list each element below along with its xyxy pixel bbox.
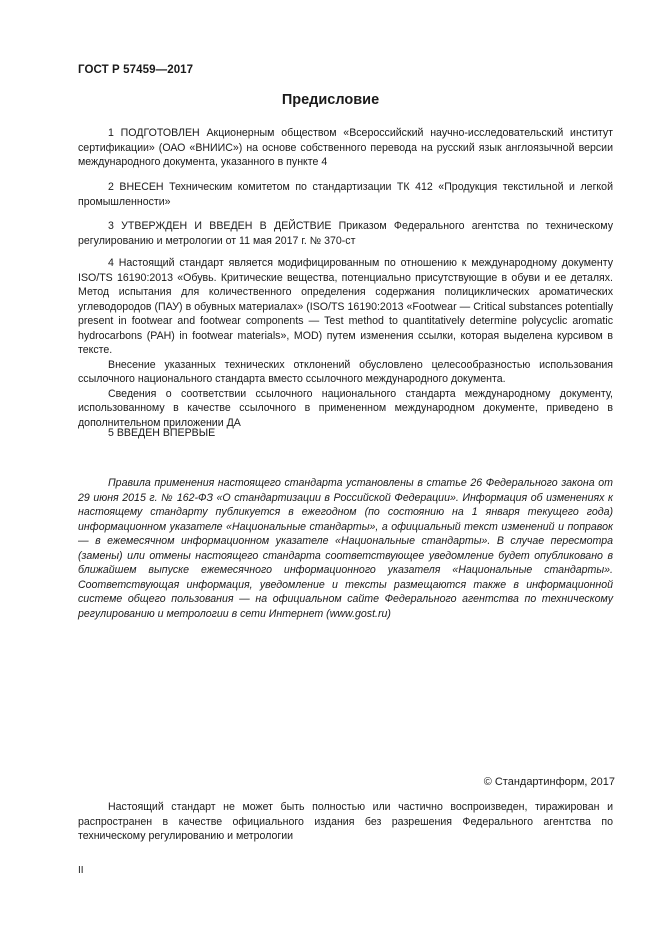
foreword-item-3 [78,219,613,248]
foreword-item-5-text: 5 ВВЕДЕН ВПЕРВЫЕ [108,427,216,439]
foreword-item-4-text: 4 Настоящий стандарт является модифицированным по отношению к международному документу ISO/TS 16190:2013 «Обувь. Критические вещества, потенциально присутствующие в обуви и ее деталях. Метод испытания для количественного определения содержания полициклических ароматических углеводородов (ПАУ) в обувных материалах» (ISO/TS 16190:2013 «Footwear — Critical substances potentially present in footwear and footwear components — Test method to quantitatively determine polycyclic aromatic hydrocarbons (PAH) in footwear materials», MOD) путем изменения ссылки, которая выделена курсивом в тексте. [78,257,613,356]
application-notice-text: Правила применения настоящего стандарта установлены в статье 26 Федерального закона от 29 июня 2015 г. № 162-ФЗ «О стандартизации в Российской Федерации». Информация об изменениях к настоящему стандарту публикуется в ежегодном (по состоянию на 1 января текущего года) информационном указателе «Национальные стандарты», а официальный текст изменений и поправок — в ежемесячном информационном указателе «Национальные стандарты». В случае пересмотра (замены) или отмены настоящего стандарта соответствующее уведомление будет опубликовано в ближайшем выпуске ежемесячного информационного указателя «Национальные стандарты». Соответствующая информация, уведомление и тексты размещаются также в информационной системе общего пользования — на официальном сайте Федерального агентства по техническому регулированию и метрологии в сети Интернет (www.gost.ru) [78,477,613,620]
page-number: II [78,865,84,876]
foreword-item-2 [78,180,613,209]
reproduction-notice [78,800,613,844]
foreword-item-3-text: 3 УТВЕРЖДЕН И ВВЕДЕН В ДЕЙСТВИЕ Приказом Федерального агентства по техническому регулированию и метрологии от 11 мая 2017 г. № 370-ст [78,220,613,247]
foreword-item-4-para3: Сведения о соответствии ссылочного национального стандарта международному документу, использованному в качестве ссылочного в примененном международном документе, приведено в дополнительном приложении ДА [78,387,613,429]
page-title: Предисловие [281,92,380,108]
reproduction-notice-text: Настоящий стандарт не может быть полностью или частично воспроизведен, тиражирован и распространен в качестве официального издания без разрешения Федерального агентства по техническому регулированию и метрологии [78,801,613,842]
copyright: © Стандартинформ, 2017 [483,776,615,788]
foreword-item-2-text: 2 ВНЕСЕН Техническим комитетом по стандартизации ТК 412 «Продукция текстильной и легкой промышленности» [78,181,613,208]
document-code: ГОСТ Р 57459—2017 [78,64,194,76]
foreword-item-4-para2: Внесение указанных технических отклонений обусловлено целесообразностью использования ссылочного национального стандарта вместо ссылочного международного документа. [78,358,613,385]
foreword-item-1 [78,126,613,170]
foreword-item-5 [78,426,613,441]
application-notice [78,476,613,621]
foreword-item-4 [78,256,613,430]
foreword-item-1-text: 1 ПОДГОТОВЛЕН Акционерным обществом «Всероссийский научно-исследовательский институт сертификации» (ОАО «ВНИИС») на основе собственного перевода на русский язык англоязычной версии международного документа, указанного в пункте 4 [78,127,613,168]
